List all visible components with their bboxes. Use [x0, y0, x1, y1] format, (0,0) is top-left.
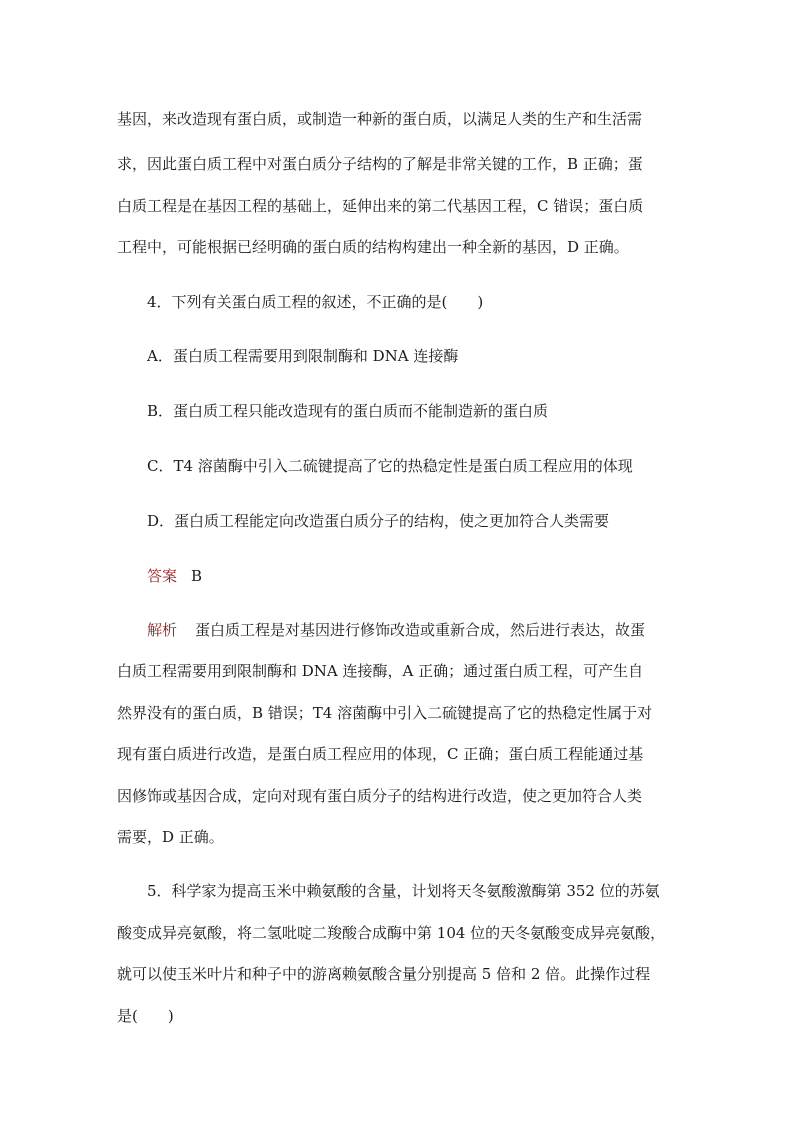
- question-4-analysis-first-line: [147, 620, 645, 640]
- analysis-continuation-line-2: 求，因此蛋白质工程中对蛋白质分子结构的了解是非常关键的工作，B 正确；蛋: [117, 155, 643, 173]
- question-4-answer: [147, 566, 202, 586]
- answer-label: 答案: [147, 567, 178, 585]
- question-5-stem-line-3: 就可以使玉米叶片和种子中的游离赖氨酸含量分别提高 5 倍和 2 倍。此操作过程: [117, 965, 651, 983]
- question-4-analysis-line-3: 然界没有的蛋白质，B 错误；T4 溶菌酶中引入二硫键提高了它的热稳定性属于对: [117, 704, 653, 722]
- question-4-option-d: D．蛋白质工程能定向改造蛋白质分子的结构，使之更加符合人类需要: [147, 512, 610, 530]
- question-4-option-c: C．T4 溶菌酶中引入二硫键提高了它的热稳定性是蛋白质工程应用的体现: [147, 457, 633, 475]
- question-4-analysis-line-5: 因修饰或基因合成，定向对现有蛋白质分子的结构进行改造，使之更加符合人类: [117, 787, 643, 805]
- analysis-continuation-line-1: 基因，来改造现有蛋白质，或制造一种新的蛋白质，以满足人类的生产和生活需: [117, 110, 643, 128]
- analysis-text-first: 蛋白质工程是对基因进行修饰改造或重新合成，然后进行表达，故蛋: [195, 621, 646, 639]
- analysis-continuation-line-4: 工程中，可能根据已经明确的蛋白质的结构构建出一种全新的基因，D 正确。: [117, 238, 629, 256]
- question-5-stem-line-4: 是( ): [117, 1007, 174, 1025]
- question-5-stem-line-1: 5．科学家为提高玉米中赖氨酸的含量，计划将天冬氨酸激酶第 352 位的苏氨: [147, 882, 660, 900]
- analysis-label: 解析: [147, 621, 178, 639]
- analysis-continuation-line-3: 白质工程是在基因工程的基础上，延伸出来的第二代基因工程，C 错误；蛋白质: [117, 197, 644, 215]
- question-4-option-b: B．蛋白质工程只能改造现有的蛋白质而不能制造新的蛋白质: [147, 402, 549, 420]
- question-5-stem-line-2: 酸变成异亮氨酸，将二氢吡啶二羧酸合成酶中第 104 位的天冬氨酸变成异亮氨酸，: [117, 924, 666, 942]
- question-4-stem: 4．下列有关蛋白质工程的叙述，不正确的是( ): [147, 293, 484, 311]
- question-4-analysis-line-4: 现有蛋白质进行改造，是蛋白质工程应用的体现，C 正确；蛋白质工程能通过基: [117, 745, 644, 763]
- question-4-analysis-line-2: 白质工程需要用到限制酶和 DNA 连接酶，A 正确；通过蛋白质工程，可产生自: [117, 662, 644, 680]
- question-4-option-a: A．蛋白质工程需要用到限制酶和 DNA 连接酶: [147, 347, 459, 365]
- answer-value: B: [191, 567, 203, 585]
- question-4-analysis-line-6: 需要，D 正确。: [117, 828, 224, 846]
